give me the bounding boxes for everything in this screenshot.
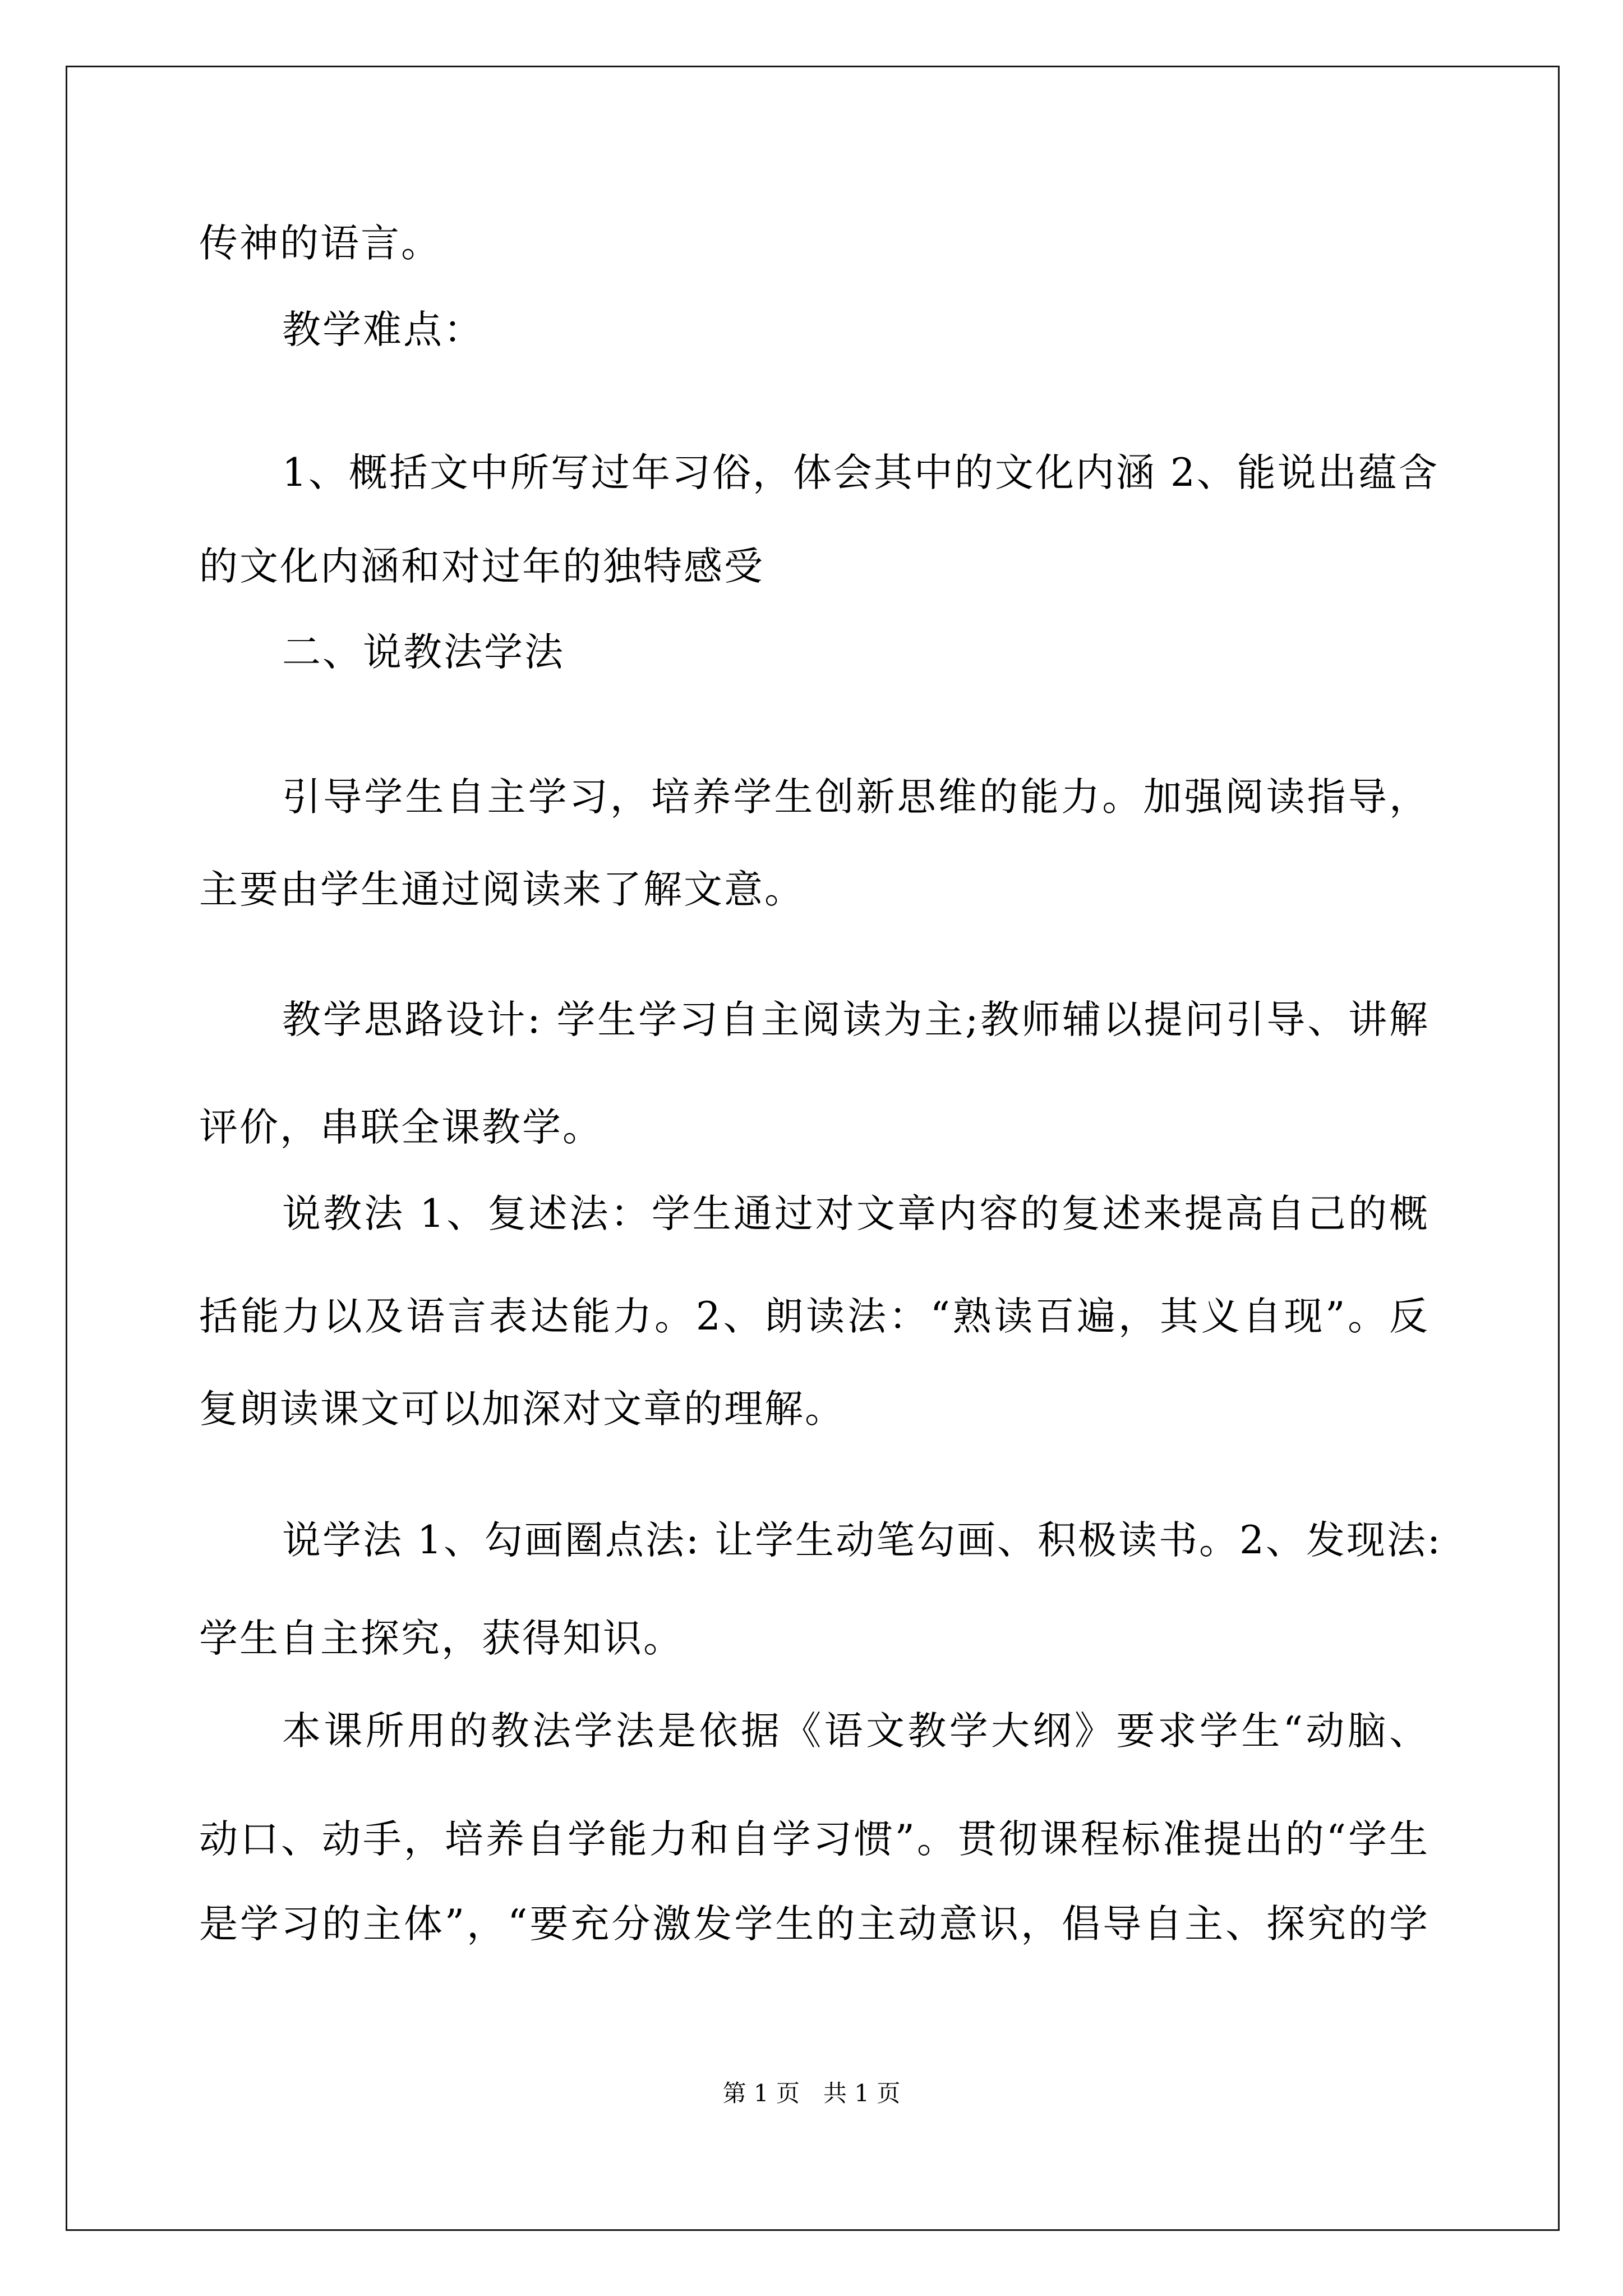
heading-teaching-difficulties: 教学难点： [282, 307, 484, 352]
section-heading-methods: 二、说教法学法 [282, 630, 565, 675]
text-line: 1、概括文中所写过年习俗，体会其中的文化内涵 2、能说出蕴含 [282, 450, 1439, 495]
text-line: 括能力以及语言表达能力。2、朗读法：“熟读百遍，其义自现”。反 [199, 1294, 1430, 1339]
text-line: 说教法 1、复述法：学生通过对文章内容的复述来提高自己的概 [282, 1191, 1430, 1236]
text-line: 本课所用的教法学法是依据《语文教学大纲》要求学生“动脑、 [282, 1709, 1430, 1754]
text-line: 动口、动手，培养自学能力和自学习惯”。贯彻课程标准提出的“学生 [199, 1817, 1430, 1862]
text-line: 的文化内涵和对过年的独特感受 [199, 544, 764, 589]
text-line: 是学习的主体”，“要充分激发学生的主动意识，倡导自主、探究的学 [199, 1902, 1430, 1947]
text-line: 主要由学生通过阅读来了解文意。 [199, 867, 805, 912]
text-line: 传神的语言。 [199, 221, 441, 266]
text-line: 教学思路设计: 学生学习自主阅读为主;教师辅以提问引导、讲解 [282, 997, 1430, 1042]
text-line: 引导学生自主学习，培养学生创新思维的能力。加强阅读指导， [282, 775, 1430, 820]
page-number-footer: 第 1 页 共 1 页 [722, 2079, 901, 2107]
text-line: 复朗读课文可以加深对文章的理解。 [199, 1387, 845, 1432]
text-line: 评价，串联全课教学。 [199, 1105, 603, 1150]
text-line: 学生自主探究，获得知识。 [199, 1616, 684, 1661]
text-line: 说学法 1、勾画圈点法: 让学生动笔勾画、积极读书。2、发现法: [282, 1518, 1442, 1563]
